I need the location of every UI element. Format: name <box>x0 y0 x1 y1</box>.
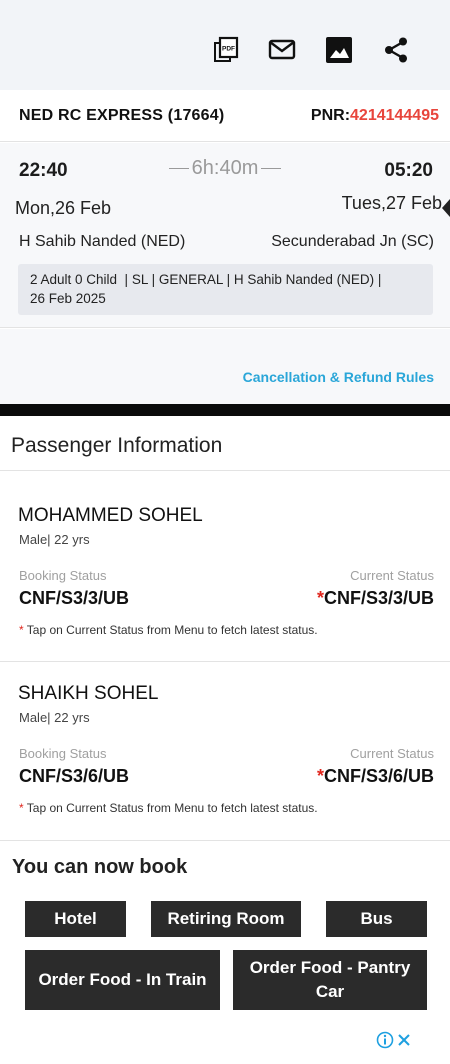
top-action-bar <box>0 0 450 90</box>
pnr-number: 4214144495 <box>350 107 439 124</box>
to-station: Secunderabad Jn (SC) <box>271 233 434 250</box>
svg-text:PDF: PDF <box>222 45 235 53</box>
from-station: H Sahib Nanded (NED) <box>19 233 186 250</box>
departure-time: 22:40 <box>19 160 68 181</box>
status-note-text: Tap on Current Status from Menu to fetch latest status. <box>26 801 318 815</box>
booking-status-value: CNF/S3/6/UB <box>19 766 130 786</box>
journey-duration: 6h:40m <box>160 157 290 180</box>
status-note-text: Tap on Current Status from Menu to fetch latest status. <box>26 623 318 637</box>
train-header <box>0 92 450 142</box>
current-status-value[interactable]: *CNF/S3/6/UB <box>316 766 434 786</box>
booking-status-label: Booking Status <box>19 746 107 761</box>
divider <box>0 470 450 471</box>
train-name: NED RC EXPRESS (17664) <box>19 107 225 124</box>
share-icon[interactable] <box>380 34 412 66</box>
booking-status-value: CNF/S3/3/UB <box>19 588 130 608</box>
passenger-card <box>0 683 450 853</box>
status-note: * Tap on Current Status from Menu to fetch latest status. <box>19 623 318 637</box>
arrival-time: 05:20 <box>384 160 433 181</box>
hotel-button[interactable]: Hotel <box>25 901 126 937</box>
passenger-name: MOHAMMED SOHEL <box>18 505 203 526</box>
status-note: * Tap on Current Status from Menu to fetch latest status. <box>19 801 318 815</box>
journey-card <box>0 143 450 328</box>
pnr-label: PNR: <box>310 107 351 124</box>
ad-choices[interactable] <box>376 1031 412 1049</box>
mail-icon[interactable] <box>266 34 298 66</box>
cancellation-refund-link[interactable]: Cancellation & Refund Rules <box>242 369 434 385</box>
cancellation-section <box>0 329 450 404</box>
passenger-section-title: Passenger Information <box>11 434 223 457</box>
ad-close-icon[interactable] <box>396 1032 412 1048</box>
current-status-text: CNF/S3/6/UB <box>323 766 434 786</box>
current-status-label: Current Status <box>350 746 434 761</box>
section-separator <box>0 404 450 416</box>
image-icon[interactable] <box>323 34 355 66</box>
passenger-meta: Male| 22 yrs <box>19 710 90 725</box>
departure-date: Mon,26 Feb <box>15 198 112 218</box>
ad-info-icon[interactable] <box>376 1031 394 1049</box>
order-food-pantry-car-button[interactable]: Order Food - Pantry Car <box>233 950 427 1010</box>
current-status-text: CNF/S3/3/UB <box>323 588 434 608</box>
retiring-room-button[interactable]: Retiring Room <box>151 901 301 937</box>
pdf-icon[interactable] <box>210 34 242 66</box>
passenger-meta: Male| 22 yrs <box>19 532 90 547</box>
divider <box>0 661 450 662</box>
divider <box>0 840 450 841</box>
order-food-in-train-button[interactable]: Order Food - In Train <box>25 950 220 1010</box>
summary-line-2: 26 Feb 2025 <box>30 291 106 306</box>
book-more-title: You can now book <box>12 856 188 878</box>
ad-bar <box>0 1024 450 1064</box>
booking-summary <box>18 264 433 315</box>
bus-button[interactable]: Bus <box>326 901 427 937</box>
summary-line-1: 2 Adult 0 Child | SL | GENERAL | H Sahib Nanded (NED) | <box>30 272 382 287</box>
pnr <box>311 107 439 125</box>
current-status-value[interactable]: *CNF/S3/3/UB <box>316 588 434 608</box>
left-caret-icon <box>442 199 450 217</box>
passenger-card <box>0 505 450 675</box>
current-status-label: Current Status <box>350 568 434 583</box>
passenger-name: SHAIKH SOHEL <box>18 683 159 704</box>
booking-status-label: Booking Status <box>19 568 107 583</box>
arrival-date: Tues,27 Feb <box>341 193 442 213</box>
